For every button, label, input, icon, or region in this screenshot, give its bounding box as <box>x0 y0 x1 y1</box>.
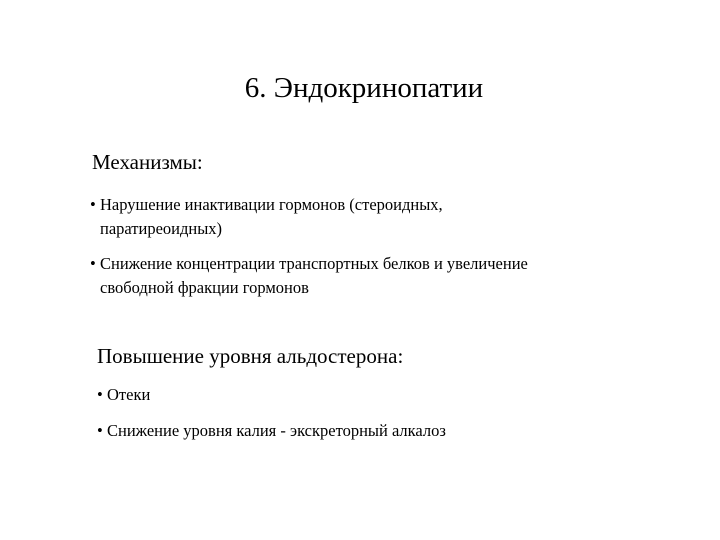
bullet-item <box>97 383 697 407</box>
slide-title: 6. Эндокринопатии <box>244 72 484 104</box>
bullet-text-line1: Отеки <box>107 385 151 404</box>
bullet-marker: • <box>90 195 96 214</box>
aldosterone-heading: Повышение уровня альдостерона: <box>97 344 404 368</box>
bullet-marker: • <box>90 254 96 273</box>
bullet-text-line1: Снижение концентрации транспортных белков и увеличение <box>100 254 528 273</box>
bullet-item <box>97 419 697 443</box>
bullet-item <box>90 193 690 241</box>
bullet-marker: • <box>97 421 103 440</box>
bullet-text-line1: Нарушение инактивации гормонов (стероидных, <box>100 195 443 214</box>
bullet-marker: • <box>97 385 103 404</box>
bullet-text-line2: свободной фракции гормонов <box>100 278 309 297</box>
mechanisms-heading: Механизмы: <box>92 150 203 174</box>
bullet-item <box>90 252 690 300</box>
bullet-text-line1: Снижение уровня калия - экскреторный алкалоз <box>107 421 446 440</box>
bullet-text-line2: паратиреоидных) <box>100 219 223 238</box>
